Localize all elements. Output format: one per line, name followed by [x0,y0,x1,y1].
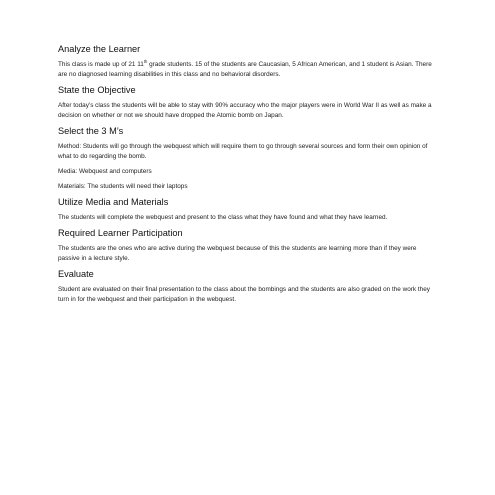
section-heading: Required Learner Participation [58,228,183,238]
section-paragraph: The students will complete the webquest and present to the class what they have found and what they have learned. [58,214,388,221]
section-heading: Evaluate [58,269,94,279]
section-heading: State the Objective [58,85,136,95]
section-paragraph: Method: Students will go through the webquest which will require them to go through several sources and form their own opinion of what to do regarding the bomb. [58,143,428,160]
paragraph-text: This class is made up of 21 11 [58,61,144,68]
section-paragraph: Media: Webquest and computers [58,168,152,175]
section-utilize-media [58,197,436,223]
ordinal-suffix: th [143,59,148,64]
section-paragraph [58,60,436,80]
section-required-participation [58,228,436,264]
section-paragraph: Student are evaluated on their final presentation to the class about the bombings and the students are also graded on the work they turn in for the webquest and their participation in the webquest. [58,286,430,303]
section-select-3ms [58,126,436,192]
section-heading: Analyze the Learner [58,44,141,54]
paragraph-text: grade students. 15 of the students are Caucasian, 5 African American, and 1 student is Asian. There are no diagnosed learning disabilities in this class and no behavioral disorders. [58,61,432,78]
section-evaluate [58,269,436,305]
section-analyze-learner [58,44,436,80]
section-paragraph: Materials: The students will need their laptops [58,183,188,190]
section-heading: Utilize Media and Materials [58,197,169,207]
section-paragraph: The students are the ones who are active during the webquest because of this the students are learning more than if they were passive in a lecture style. [58,245,417,262]
section-heading: Select the 3 M’s [58,126,124,136]
section-paragraph: After today’s class the students will be able to stay with 90% accuracy who the major players were in World War II as well as make a decision on whether or not we should have dropped the Atomic bomb on Japan. [58,102,432,119]
document-page [58,44,436,310]
section-state-objective [58,85,436,121]
